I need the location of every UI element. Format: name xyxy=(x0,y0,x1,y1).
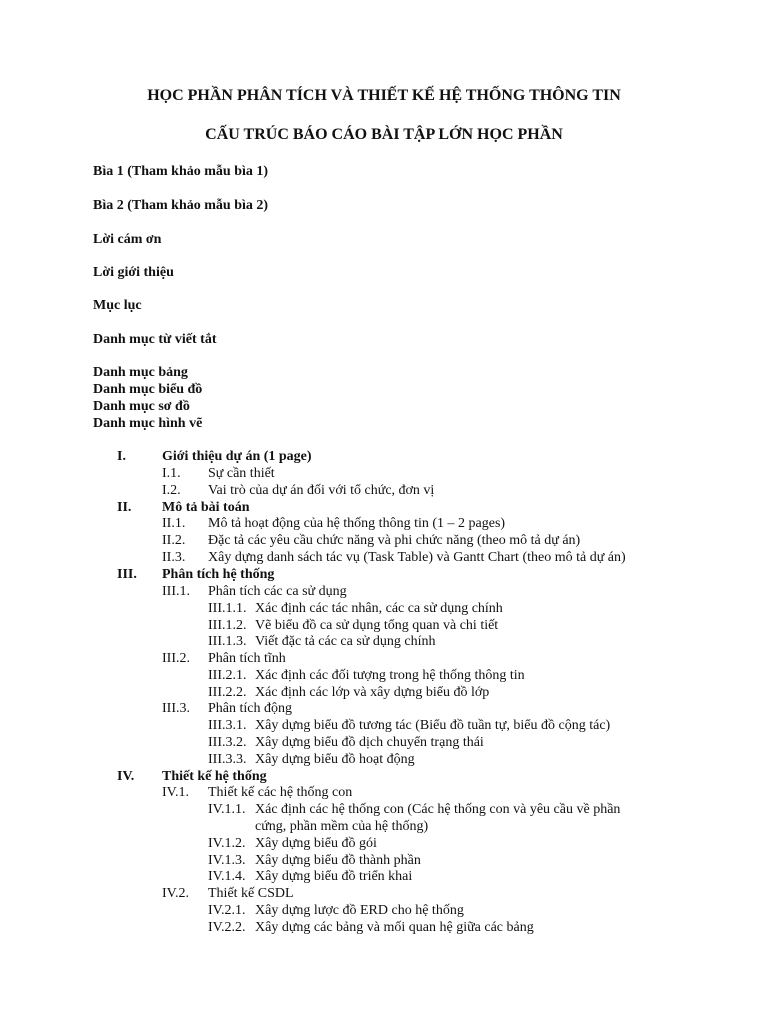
subsection-number: II.3. xyxy=(162,550,186,565)
subsection-number: III.2. xyxy=(162,651,190,666)
subsubsection-number: III.2.1. xyxy=(208,668,247,683)
subsubsection-title: Xây dựng biểu đồ hoạt động xyxy=(255,752,415,767)
subsubsection-number: III.1.1. xyxy=(208,601,247,616)
subsection-title: Sự cần thiết xyxy=(208,466,275,481)
subsubsection-number: III.1.3. xyxy=(208,634,247,649)
front-item-tables: Danh mục bảng xyxy=(93,365,188,380)
subsection-number: IV.2. xyxy=(162,886,189,901)
subsection-number: I.1. xyxy=(162,466,181,481)
subsubsection-number: IV.1.4. xyxy=(208,869,246,884)
subsection-title: Xây dựng danh sách tác vụ (Task Table) và Gantt Chart (theo mô tả dự án) xyxy=(208,550,626,565)
section-title: Giới thiệu dự án (1 page) xyxy=(162,449,312,464)
subsubsection-number: III.1.2. xyxy=(208,618,247,633)
subsection-number: II.2. xyxy=(162,533,186,548)
subsubsection-title: Vẽ biểu đồ ca sử dụng tổng quan và chi tiết xyxy=(255,618,499,633)
subsubsection-title: Xây dựng biểu đồ triển khai xyxy=(255,869,413,884)
subsubsection-title: Xây dựng lược đồ ERD cho hệ thống xyxy=(255,903,464,918)
subsection-number: I.2. xyxy=(162,483,181,498)
front-item-thanks: Lời cám ơn xyxy=(93,232,162,247)
section-number: I. xyxy=(117,449,126,464)
front-item-figures: Danh mục hình vẽ xyxy=(93,416,203,431)
report-structure-title: CẤU TRÚC BÁO CÁO BÀI TẬP LỚN HỌC PHẦN xyxy=(205,126,563,143)
front-item-diagrams: Danh mục sơ đồ xyxy=(93,399,190,414)
subsection-number: IV.1. xyxy=(162,785,189,800)
subsubsection-title: Xây dựng các bảng và mối quan hệ giữa các bảng xyxy=(255,920,534,935)
subsection-title: Phân tích tĩnh xyxy=(208,651,286,666)
subsubsection-title: Xác định các hệ thống con (Các hệ thống con và yêu cầu về phần xyxy=(255,802,621,817)
subsection-title: Phân tích động xyxy=(208,701,292,716)
course-title: HỌC PHẦN PHÂN TÍCH VÀ THIẾT KẾ HỆ THỐNG THÔNG TIN xyxy=(147,87,621,104)
subsubsection-title: Xác định các đối tượng trong hệ thống thông tin xyxy=(255,668,525,683)
subsubsection-number: IV.1.3. xyxy=(208,853,246,868)
subsubsection-title: Xác định các lớp và xây dựng biểu đồ lớp xyxy=(255,685,490,700)
section-number: IV. xyxy=(117,769,135,784)
subsection-number: III.1. xyxy=(162,584,190,599)
subsubsection-number: IV.1.2. xyxy=(208,836,246,851)
section-title: Thiết kế hệ thống xyxy=(162,769,267,784)
subsubsection-title: Xây dựng biểu đồ dịch chuyển trạng thái xyxy=(255,735,484,750)
section-title: Phân tích hệ thống xyxy=(162,567,275,582)
section-number: III. xyxy=(117,567,137,582)
subsection-title: Vai trò của dự án đối với tổ chức, đơn vị xyxy=(208,483,435,498)
subsubsection-title: Xây dựng biểu đồ tương tác (Biểu đồ tuần tự, biểu đồ cộng tác) xyxy=(255,718,611,733)
front-item-cover-2: Bìa 2 (Tham khảo mẫu bìa 2) xyxy=(93,198,269,213)
subsubsection-number: IV.2.2. xyxy=(208,920,246,935)
subsubsection-number: III.3.3. xyxy=(208,752,247,767)
subsection-title: Đặc tả các yêu cầu chức năng và phi chức năng (theo mô tả dự án) xyxy=(208,533,581,548)
subsubsection-title: Xác định các tác nhân, các ca sử dụng chính xyxy=(255,601,503,616)
subsubsection-number: III.3.1. xyxy=(208,718,247,733)
subsubsection-title-continued: cứng, phần mềm của hệ thống) xyxy=(255,819,429,834)
subsection-number: III.3. xyxy=(162,701,190,716)
subsection-title: Phân tích các ca sử dụng xyxy=(208,584,347,599)
section-number: II. xyxy=(117,500,132,515)
subsubsection-number: III.2.2. xyxy=(208,685,247,700)
subsection-title: Mô tả hoạt động của hệ thống thông tin (1 – 2 pages) xyxy=(208,516,506,531)
subsection-number: II.1. xyxy=(162,516,186,531)
subsubsection-number: IV.1.1. xyxy=(208,802,246,817)
subsubsection-number: IV.2.1. xyxy=(208,903,246,918)
subsection-title: Thiết kế CSDL xyxy=(208,886,294,901)
front-item-abbreviations: Danh mục từ viết tắt xyxy=(93,332,217,347)
subsubsection-title: Xây dựng biểu đồ gói xyxy=(255,836,377,851)
front-item-introduction: Lời giới thiệu xyxy=(93,265,174,280)
front-item-charts: Danh mục biểu đồ xyxy=(93,382,203,397)
section-title: Mô tả bài toán xyxy=(162,500,250,515)
subsubsection-title: Viết đặc tả các ca sử dụng chính xyxy=(255,634,436,649)
subsubsection-title: Xây dựng biểu đồ thành phần xyxy=(255,853,421,868)
subsubsection-number: III.3.2. xyxy=(208,735,247,750)
front-item-toc: Mục lục xyxy=(93,298,142,313)
subsection-title: Thiết kế các hệ thống con xyxy=(208,785,353,800)
front-item-cover-1: Bìa 1 (Tham khảo mẫu bìa 1) xyxy=(93,164,269,179)
